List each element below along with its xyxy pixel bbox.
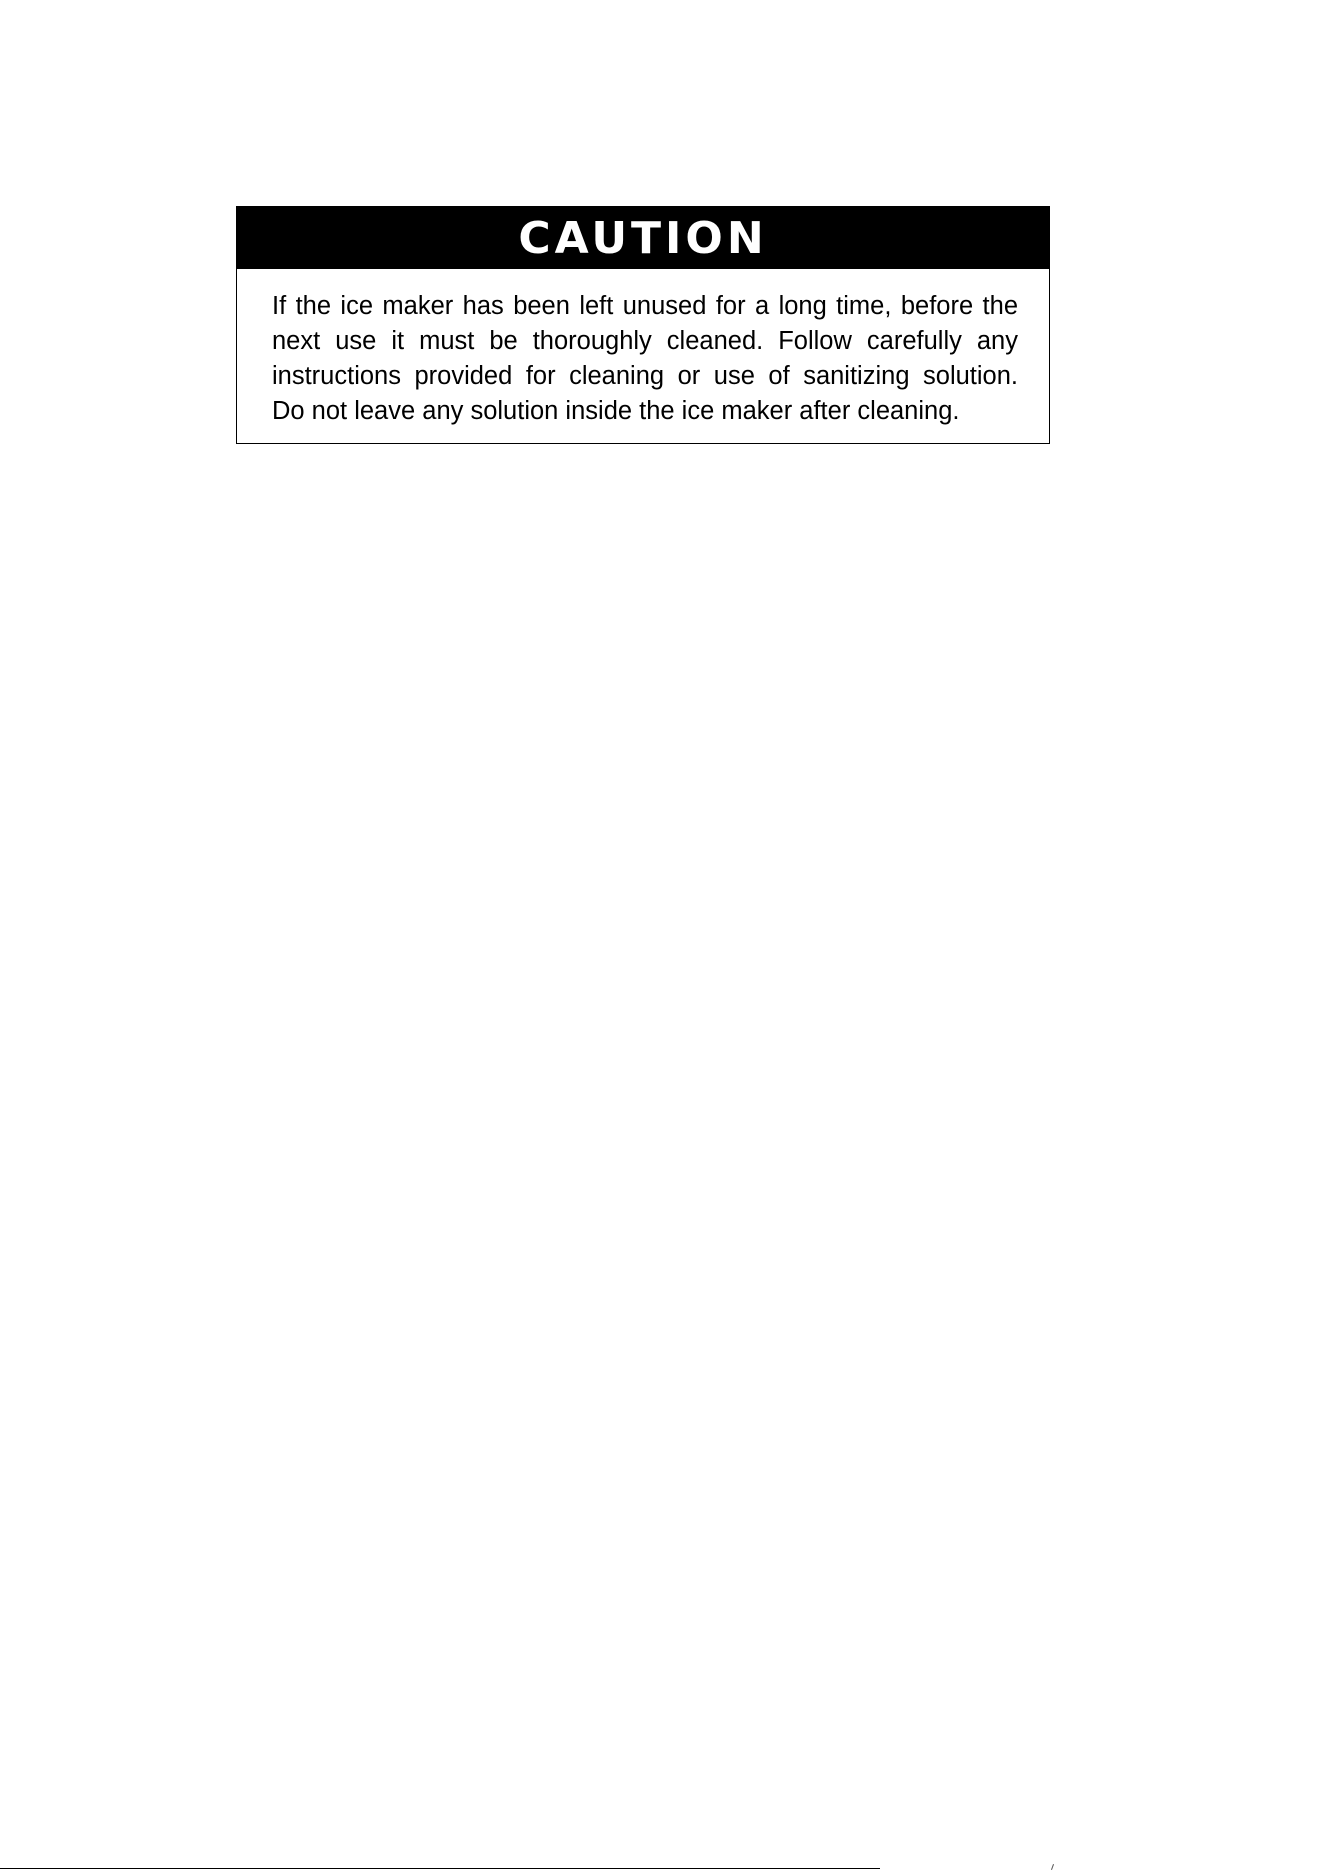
caution-line-2: next use it must be thoroughly cleaned. Follow carefully any — [272, 327, 1018, 355]
caution-notice — [236, 206, 1050, 444]
caution-heading: CAUTION — [237, 207, 1049, 269]
caution-line-1: If the ice maker has been left unused for a long time, before the — [272, 292, 1018, 320]
footer-rule — [0, 1868, 880, 1869]
caution-line-3: instructions provided for cleaning or use of sanitizing solution. — [272, 362, 1018, 390]
footer-mark — [1051, 1864, 1054, 1870]
caution-line-4: Do not leave any solution inside the ice maker after cleaning. — [272, 397, 960, 425]
caution-text — [237, 269, 1049, 429]
